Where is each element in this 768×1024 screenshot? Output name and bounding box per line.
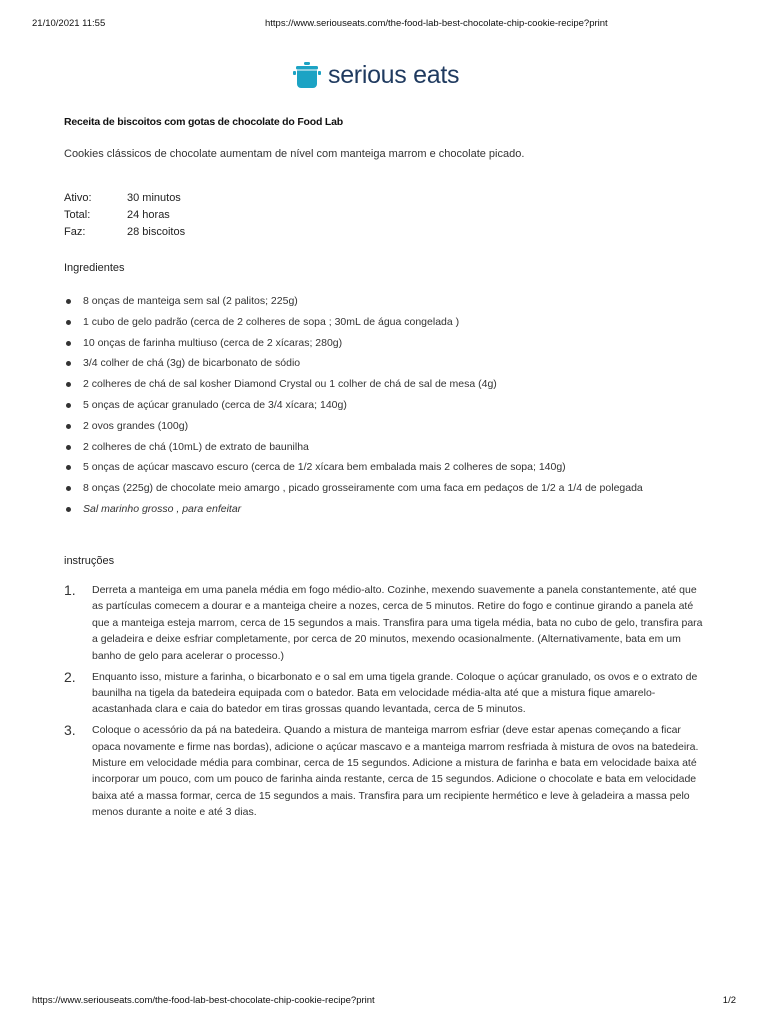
bullet-icon [66,424,71,429]
print-url[interactable]: https://www.seriouseats.com/the-food-lab-best-chocolate-chip-cookie-recipe?print [265,18,608,29]
bullet-icon [66,382,71,387]
print-date: 21/10/2021 11:55 [32,18,106,29]
instruction-step [64,669,704,718]
step-number: 3. [64,722,76,739]
ingredient-item: 10 onças de farinha multiuso (cerca de 2 xícaras; 280g) [66,335,706,351]
recipe-meta [64,190,185,241]
ingredient-item: Sal marinho grosso , para enfeitar [66,501,706,517]
meta-label: Total: [64,209,91,221]
bullet-icon [66,320,71,325]
step-text: Derreta a manteiga em uma panela média em fogo médio-alto. Cozinhe, mexendo suavemente a panela constantemente, até que as partículas comecem a dourar e a manteiga cheire a nozes, cerca de 5 minutos. Retire do fogo e continue girando a panela até que a manteiga esteja marrom, cerca de 15 segundos a mais. Transfira para uma tigela média, bata no cubo de gelo, transfira para a geladeira e deixe esfriar completamente, por cerca de 20 minutos, mexendo ocasionalmente. (Alternativamente, bata em um banho de gelo para acelerar o processo.) [92,584,703,662]
bullet-icon [66,445,71,450]
recipe-description: Cookies clássicos de chocolate aumentam de nível com manteiga marrom e chocolate picado. [64,148,525,160]
meta-row-active [64,190,185,207]
bullet-icon [66,403,71,408]
ingredient-item: 8 onças (225g) de chocolate meio amargo , picado grosseiramente com uma faca em pedaços de 1/2 a 1/4 de polegada [66,480,706,496]
page-number: 1/2 [722,995,736,1006]
print-header [32,18,736,30]
ingredient-item: 1 cubo de gelo padrão (cerca de 2 colheres de sopa ; 30mL de água congelada ) [66,314,706,330]
meta-label: Faz: [64,226,86,238]
ingredients-heading: Ingredientes [64,262,125,274]
step-number: 1. [64,582,76,598]
meta-value: 24 horas [127,209,170,221]
meta-value: 28 biscoitos [127,226,186,238]
instruction-step [64,582,704,664]
ingredient-item: 3/4 colher de chá (3g) de bicarbonato de sódio [66,355,706,371]
ingredient-item: 2 colheres de chá de sal kosher Diamond Crystal ou 1 colher de chá de sal de mesa (4g) [66,376,706,392]
meta-label: Ativo: [64,192,92,204]
ingredient-item: 5 onças de açúcar mascavo escuro (cerca de 1/2 xícara bem embalada mais 2 colheres de sopa; 140g) [66,459,706,475]
site-logo[interactable] [292,60,459,90]
bullet-icon [66,465,71,470]
ingredient-item: 8 onças de manteiga sem sal (2 palitos; 225g) [66,293,706,309]
instructions-heading: instruções [64,555,115,567]
ingredient-item: 5 onças de açúcar granulado (cerca de 3/4 xícara; 140g) [66,397,706,413]
step-number: 2. [64,668,76,685]
meta-row-total [64,207,185,224]
brand-name: serious eats [328,61,460,89]
instruction-step [64,722,704,820]
bullet-icon [66,507,71,512]
ingredients-list [66,293,706,522]
bullet-icon [66,486,71,491]
instructions-list [64,582,704,825]
ingredient-item: 2 ovos grandes (100g) [66,418,706,434]
meta-row-yield [64,224,185,241]
meta-value: 30 minutos [127,192,181,204]
step-text: Coloque o acessório da pá na batedeira. Quando a mistura de manteiga marrom esfriar (deve estar apenas começando a ficar opaca novamente e firme nas bordas), adicione o açúcar mascavo e a manteiga marrom resfriada à mistura de ovos na batedeira. Misture em velocidade média para combinar, cerca de 15 segundos. Adicione a mistura de farinha e bata em velocidade baixa até incorporar um pouco, com um pouco de farinha ainda restante, cerca de 15 segundos. Adicione o chocolate e bata em velocidade baixa até a massa formar, cerca de 15 segundos a mais. Transfira para um recipiente hermético e leve à geladeira a massa pelo menos durante a noite e até 3 dias. [92,724,699,819]
bullet-icon [66,299,71,304]
bullet-icon [66,361,71,366]
bullet-icon [66,341,71,346]
print-footer [32,995,736,1007]
ingredient-item: 2 colheres de chá (10mL) de extrato de baunilha [66,439,706,455]
recipe-title: Receita de biscoitos com gotas de chocolate do Food Lab [64,116,343,128]
pot-icon [292,60,322,90]
footer-url[interactable]: https://www.seriouseats.com/the-food-lab-best-chocolate-chip-cookie-recipe?print [32,995,375,1006]
step-text: Enquanto isso, misture a farinha, o bicarbonato e o sal em uma tigela grande. Coloque o açúcar granulado, os ovos e o extrato de baunilha na tigela da batedeira equipada com o batedor. Bata em velocidade média-alta até que a mistura fique amarelo-acastanhada clara e caia do batedor em tiras grossas quando levantada, cerca de 5 minutos. [92,670,698,716]
